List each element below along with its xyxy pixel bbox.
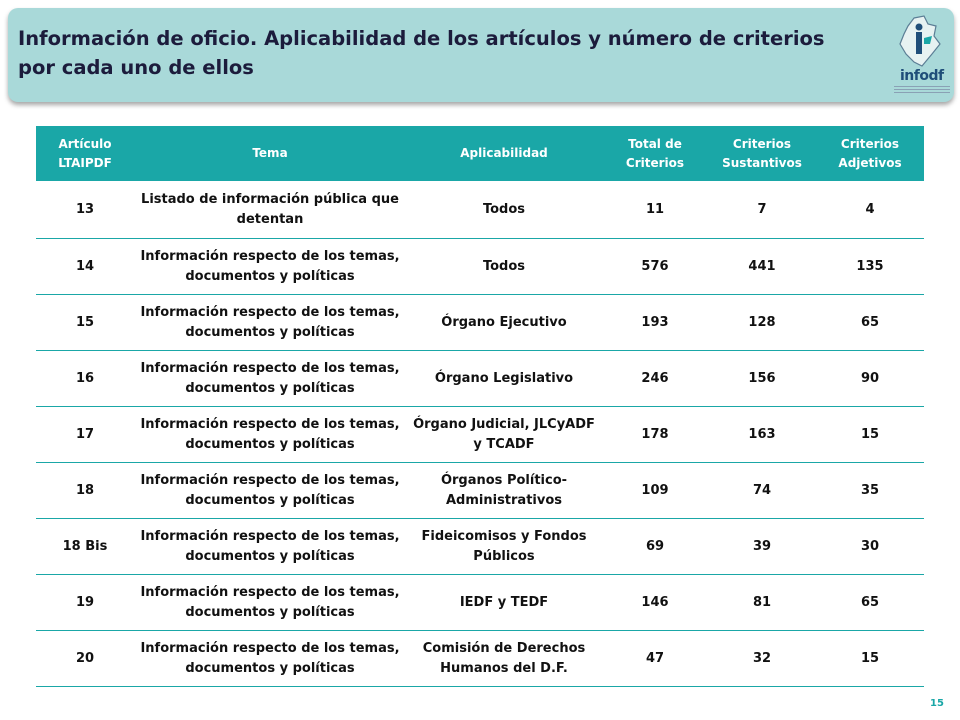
col-header-tema: Tema xyxy=(134,126,406,181)
cell-aplicabilidad: Órgano Ejecutivo xyxy=(406,295,602,351)
cell-aplicabilidad: Órgano Judicial, JLCyADF y TCADF xyxy=(406,407,602,463)
cell-tema: Información respecto de los temas, documentos y políticas xyxy=(134,631,406,687)
cell-total: 178 xyxy=(602,407,708,463)
cell-adjetivos: 15 xyxy=(816,631,924,687)
cell-tema: Información respecto de los temas, documentos y políticas xyxy=(134,407,406,463)
cell-sustantivos: 441 xyxy=(708,239,816,295)
cell-articulo: 14 xyxy=(36,239,134,295)
cell-aplicabilidad: Órgano Legislativo xyxy=(406,351,602,407)
cell-total: 576 xyxy=(602,239,708,295)
logo-wordmark: infodf xyxy=(900,68,944,84)
table-header-row xyxy=(36,126,924,181)
table-row xyxy=(36,631,924,687)
cell-articulo: 18 Bis xyxy=(36,519,134,575)
cell-adjetivos: 135 xyxy=(816,239,924,295)
cell-adjetivos: 35 xyxy=(816,463,924,519)
cell-articulo: 19 xyxy=(36,575,134,631)
col-header-adjetivos: Criterios Adjetivos xyxy=(816,126,924,181)
cell-articulo: 15 xyxy=(36,295,134,351)
page-title: Información de oficio. Aplicabilidad de los artículos y número de criterios por cada uno de ellos xyxy=(18,27,825,79)
cell-articulo: 18 xyxy=(36,463,134,519)
cell-articulo: 13 xyxy=(36,181,134,239)
table-row xyxy=(36,351,924,407)
cell-total: 47 xyxy=(602,631,708,687)
cell-tema: Información respecto de los temas, documentos y políticas xyxy=(134,575,406,631)
page-number: 15 xyxy=(930,698,944,709)
cell-adjetivos: 65 xyxy=(816,295,924,351)
cell-aplicabilidad: Todos xyxy=(406,181,602,239)
table-row xyxy=(36,463,924,519)
infodf-logo xyxy=(884,14,954,98)
cell-sustantivos: 81 xyxy=(708,575,816,631)
cell-adjetivos: 90 xyxy=(816,351,924,407)
cell-tema: Información respecto de los temas, documentos y políticas xyxy=(134,295,406,351)
logo-caption-lines xyxy=(894,86,950,96)
col-header-aplicabilidad: Aplicabilidad xyxy=(406,126,602,181)
table-row xyxy=(36,575,924,631)
cell-total: 11 xyxy=(602,181,708,239)
cell-adjetivos: 30 xyxy=(816,519,924,575)
cell-sustantivos: 7 xyxy=(708,181,816,239)
table-row xyxy=(36,295,924,351)
cell-aplicabilidad: Todos xyxy=(406,239,602,295)
table-row xyxy=(36,181,924,239)
cell-sustantivos: 128 xyxy=(708,295,816,351)
cell-adjetivos: 15 xyxy=(816,407,924,463)
col-header-sustantivos: Criterios Sustantivos xyxy=(708,126,816,181)
cell-aplicabilidad: Fideicomisos y Fondos Públicos xyxy=(406,519,602,575)
cell-sustantivos: 32 xyxy=(708,631,816,687)
cell-total: 193 xyxy=(602,295,708,351)
table-row xyxy=(36,519,924,575)
cell-articulo: 20 xyxy=(36,631,134,687)
cell-aplicabilidad: Órganos Político-Administrativos xyxy=(406,463,602,519)
cell-total: 69 xyxy=(602,519,708,575)
criteria-table xyxy=(36,126,924,687)
cell-tema: Información respecto de los temas, documentos y políticas xyxy=(134,351,406,407)
col-header-total: Total de Criterios xyxy=(602,126,708,181)
cell-total: 109 xyxy=(602,463,708,519)
cell-sustantivos: 156 xyxy=(708,351,816,407)
cell-sustantivos: 163 xyxy=(708,407,816,463)
cell-sustantivos: 74 xyxy=(708,463,816,519)
cell-adjetivos: 4 xyxy=(816,181,924,239)
cell-articulo: 16 xyxy=(36,351,134,407)
table-row xyxy=(36,407,924,463)
cell-adjetivos: 65 xyxy=(816,575,924,631)
cell-total: 146 xyxy=(602,575,708,631)
cell-sustantivos: 39 xyxy=(708,519,816,575)
cell-aplicabilidad: IEDF y TEDF xyxy=(406,575,602,631)
cell-total: 246 xyxy=(602,351,708,407)
cell-tema: Información respecto de los temas, documentos y políticas xyxy=(134,519,406,575)
cell-tema: Listado de información pública que detentan xyxy=(134,181,406,239)
infodf-logo-icon xyxy=(884,14,954,70)
title-banner xyxy=(8,8,954,102)
col-header-articulo: Artículo LTAIPDF xyxy=(36,126,134,181)
cell-tema: Información respecto de los temas, documentos y políticas xyxy=(134,463,406,519)
table-row xyxy=(36,239,924,295)
cell-tema: Información respecto de los temas, documentos y políticas xyxy=(134,239,406,295)
cell-articulo: 17 xyxy=(36,407,134,463)
cell-aplicabilidad: Comisión de Derechos Humanos del D.F. xyxy=(406,631,602,687)
